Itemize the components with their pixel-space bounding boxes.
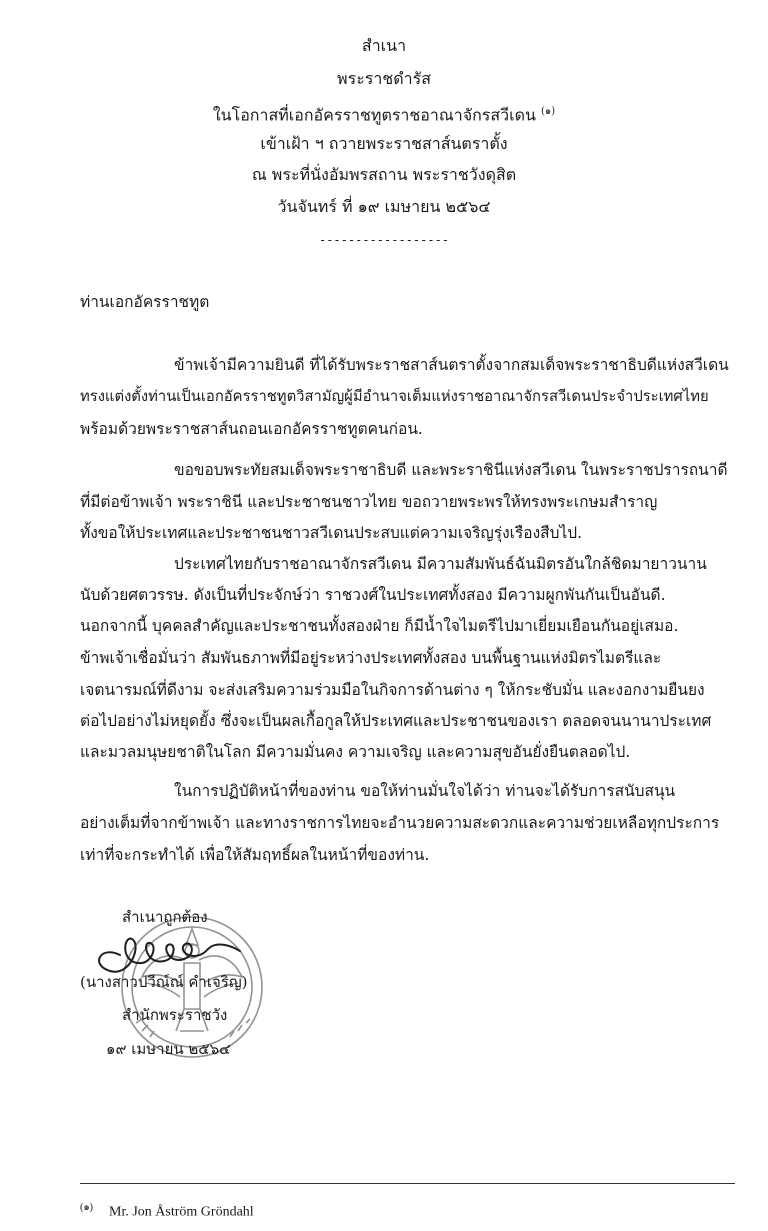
footnote-text: Mr. Jon Åström Gröndahl xyxy=(109,1204,254,1220)
body-line: เท่าที่จะกระทำได้ เพื่อให้สัมฤทธิ์ผลในหน้าที่ของท่าน. xyxy=(80,846,430,864)
title-venue-line: ณ พระที่นั่งอัมพรสถาน พระราชวังดุสิต xyxy=(251,165,517,184)
title-audience-line: เข้าเฝ้า ฯ ถวายพระราชสาส์นตราตั้ง xyxy=(260,134,508,153)
body-line: ทรงแต่งตั้งท่านเป็นเอกอัครราชทูตวิสามัญผู้มีอำนาจเต็มแห่งราชอาณาจักรสวีเดนประจำประเทศไทย xyxy=(80,388,709,405)
certified-copy-label: สำเนาถูกต้อง xyxy=(122,908,208,926)
body-line: และมวลมนุษยชาติในโลก มีความมั่นคง ความเจริญ และความสุขอันยั่งยืนตลอดไป. xyxy=(80,743,631,761)
title-occasion-text: ในโอกาสที่เอกอัครราชทูตราชอาณาจักรสวีเดน xyxy=(212,105,536,125)
title-date-line: วันจันทร์ ที่ ๑๙ เมษายน ๒๕๖๔ xyxy=(277,197,491,216)
body-line: ข้าพเจ้ามีความยินดี ที่ได้รับพระราชสาส์นตราตั้งจากสมเด็จพระราชาธิบดีแห่งสวีเดน xyxy=(174,356,729,374)
header-divider: ------------------ xyxy=(318,233,450,247)
body-line: ขอขอบพระทัยสมเด็จพระราชาธิบดี และพระราชินีแห่งสวีเดน ในพระราชปรารถนาดี xyxy=(174,461,728,479)
document-title: พระราชดำรัส xyxy=(337,69,431,88)
salutation: ท่านเอกอัครราชทูต xyxy=(80,293,210,311)
footnote-reference-mark: (๑) xyxy=(540,106,556,117)
document-copy-label: สำเนา xyxy=(361,36,407,55)
body-line: ประเทศไทยกับราชอาณาจักรสวีเดน มีความสัมพันธ์ฉันมิตรอันใกล้ชิดมายาวนาน xyxy=(174,555,707,573)
body-line: นับด้วยศตวรรษ. ดังเป็นที่ประจักษ์ว่า ราชวงศ์ในประเทศทั้งสอง มีความผูกพันกันเป็นอันดี. xyxy=(80,586,666,604)
body-line: เจตนารมณ์ที่ดีงาม จะส่งเสริมความร่วมมือในกิจการด้านต่าง ๆ ให้กระชับมั่น และงอกงามยืนยง xyxy=(80,681,705,699)
body-line: ที่มีต่อข้าพเจ้า พระราชินี และประชาชนชาวไทย ขอถวายพระพรให้ทรงพระเกษมสำราญ xyxy=(80,493,658,511)
certification-date: ๑๙ เมษายน ๒๕๖๔ xyxy=(106,1040,231,1058)
body-line: อย่างเต็มที่จากข้าพเจ้า และทางราชการไทยจะอำนวยความสะดวกและความช่วยเหลือทุกประการ xyxy=(80,814,720,832)
title-occasion-line xyxy=(0,102,768,125)
footnote xyxy=(80,1199,254,1222)
body-line: ข้าพเจ้าเชื่อมั่นว่า สัมพันธภาพที่มีอยู่ระหว่างประเทศทั้งสอง บนพื้นฐานแห่งมิตรไมตรีและ xyxy=(80,649,662,667)
body-line: นอกจากนี้ บุคคลสำคัญและประชาชนทั้งสองฝ่าย ก็มีน้ำใจไมตรีไปมาเยี่ยมเยือนกันอยู่เสมอ. xyxy=(80,617,679,635)
body-line: ทั้งขอให้ประเทศและประชาชนชาวสวีเดนประสบแต่ความเจริญรุ่งเรืองสืบไป. xyxy=(80,524,583,542)
certification-block xyxy=(80,905,300,1065)
body-line: ในการปฏิบัติหน้าที่ของท่าน ขอให้ท่านมั่นใจได้ว่า ท่านจะได้รับการสนับสนุน xyxy=(174,782,676,800)
body-line: ต่อไปอย่างไม่หยุดยั้ง ซึ่งจะเป็นผลเกื้อกูลให้ประเทศและประชาชนของเรา ตลอดจนนานาประเทศ xyxy=(80,712,712,730)
certifier-office: สำนักพระราชวัง xyxy=(122,1006,228,1024)
body-line: พร้อมด้วยพระราชสาส์นถอนเอกอัครราชทูตคนก่อน. xyxy=(80,420,423,438)
footnote-divider xyxy=(80,1183,735,1184)
certifier-name: (นางสาวปวีณ์ณ์ คำเจริญ) xyxy=(80,973,248,991)
footnote-mark: (๑) xyxy=(80,1202,94,1213)
